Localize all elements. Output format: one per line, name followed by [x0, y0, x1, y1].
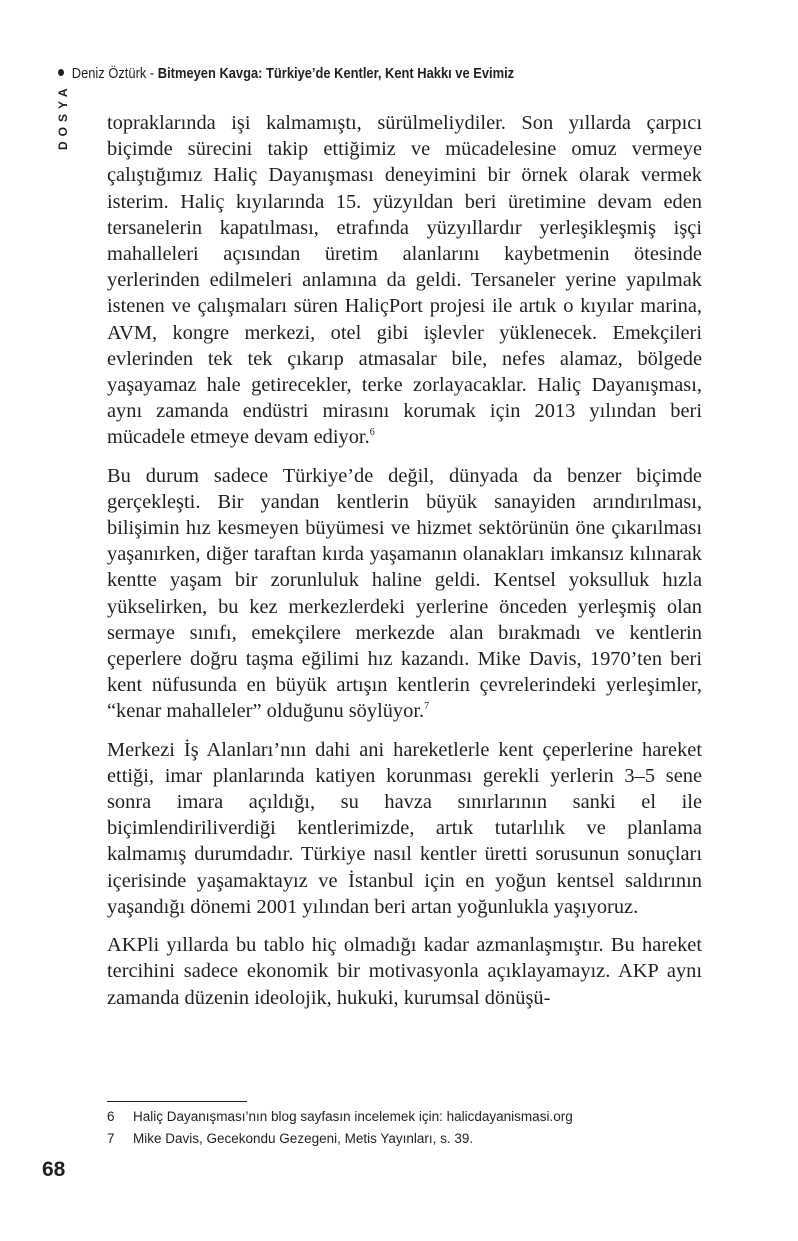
bullet-icon: [58, 69, 64, 76]
footnote: [107, 1106, 707, 1128]
footnote-divider: [107, 1101, 247, 1102]
footnote-ref: 6: [369, 427, 375, 439]
paragraph: Merkezi İş Alanları’nın dahi ani hareketlerle kent çeperlerine hareket ettiği, imar planlarında katiyen korunması gerekli yerlerin 3–5 sene sonra imara açıldığı, su havza sınırlarının sanki el ile biçimlendiriliverdiği kentlerimizde, artık tutarlılık ve planlama kalmamış durumdadır. Türkiye nasıl kentler üretti sorusunun sonuçları içerisinde yaşamaktayız ve İstanbul için en yoğun kentsel saldırının yaşandığı dönemi 2001 yılından beri artan yoğunlukla yaşıyoruz.: [107, 738, 702, 918]
footnote-number: 7: [107, 1131, 115, 1146]
paragraph: Bu durum sadece Türkiye’de değil, dünyada da benzer biçimde gerçekleşti. Bir yandan kentlerin büyük sanayiden arındırılması, bilişimin hız kesmeyen büyümesi ve hizmet sektörünün öne çıkarılması yaşanırken, diğer taraftan kırda yaşamanın olanakları imkansız kılınarak kentte yaşam bir zorunluluk haline geldi. Kentsel yoksulluk hızla yükselirken, bu kez merkezlerdeki yerlerine önceden yerleşmiş olan sermaye sınıfı, emekçilere merkezde alan bırakmadı ve kentlerin çeperlere doğru taşma eğilimi hız kazandı. Mike Davis, 1970’ten beri kent nüfusunda en büyük artışın kentlerin çevrelerindeki yerleşimler, “kenar mahalleler” olduğunu söylüyor.$^7$: [107, 464, 702, 723]
section-label: DOSYA: [56, 83, 70, 150]
footnote-ref: 7: [424, 701, 430, 713]
footnote: [107, 1128, 707, 1150]
running-header: [58, 64, 514, 84]
footnote-number: 6: [107, 1109, 115, 1124]
footnotes: [107, 1106, 707, 1150]
paragraph: topraklarında işi kalmamıştı, sürülmeliydiler. Son yıllarda çarpıcı biçimde sürecini takip ettiğimiz ve mücadelesine omuz vermeye çalıştığımız Haliç Dayanışması deneyimini bir örnek olarak vermek isterim. Haliç kıyılarında 15. yüzyıldan beri üretimine devam eden tersanelerin kapatılması, etrafında yüzyıllardır yerleşikleşmiş işçi mahalleleri açısından üretim alanlarını kaybetmenin ötesinde yerlerinden edilmeleri anlamına da geldi. Tersaneler yerine yapılmak istenen ve çalışmaları süren HaliçPort projesi ile artık o kıyılar marina, AVM, kongre merkezi, otel gibi işlevler yüklenecek. Emekçileri evlerinden tek tek çıkarıp atmasalar bile, nefes alamaz, bölgede yaşayamaz hale getirecekler, terke zorlayacaklar. Haliç Dayanışması, aynı zamanda endüstri mirasını korumak için 2013 yılından beri mücadele etmeye devam ediyor.$^6$: [107, 112, 702, 449]
header-title: Bitmeyen Kavga: Türkiye’de Kentler, Kent Hakkı ve Evimiz: [157, 65, 515, 82]
footnote-text: Haliç Dayanışması’nın blog sayfasın incelemek için: halicdayanismasi.org: [133, 1109, 573, 1124]
footnote-text: Mike Davis, Gecekondu Gezegeni, Metis Yayınları, s. 39.: [133, 1131, 474, 1146]
body-text: [107, 110, 702, 1023]
page-number: 68: [42, 1158, 66, 1181]
paragraph: AKPli yıllarda bu tablo hiç olmadığı kadar azmanlaşmıştır. Bu hareket tercihini sadece ekonomik bir motivasyonla açıklayamayız. AKP aynı zamanda düzenin ideolojik, hukuki, kurumsal dönüşü-: [107, 934, 702, 1009]
header-author: Deniz Öztürk -: [71, 65, 158, 82]
